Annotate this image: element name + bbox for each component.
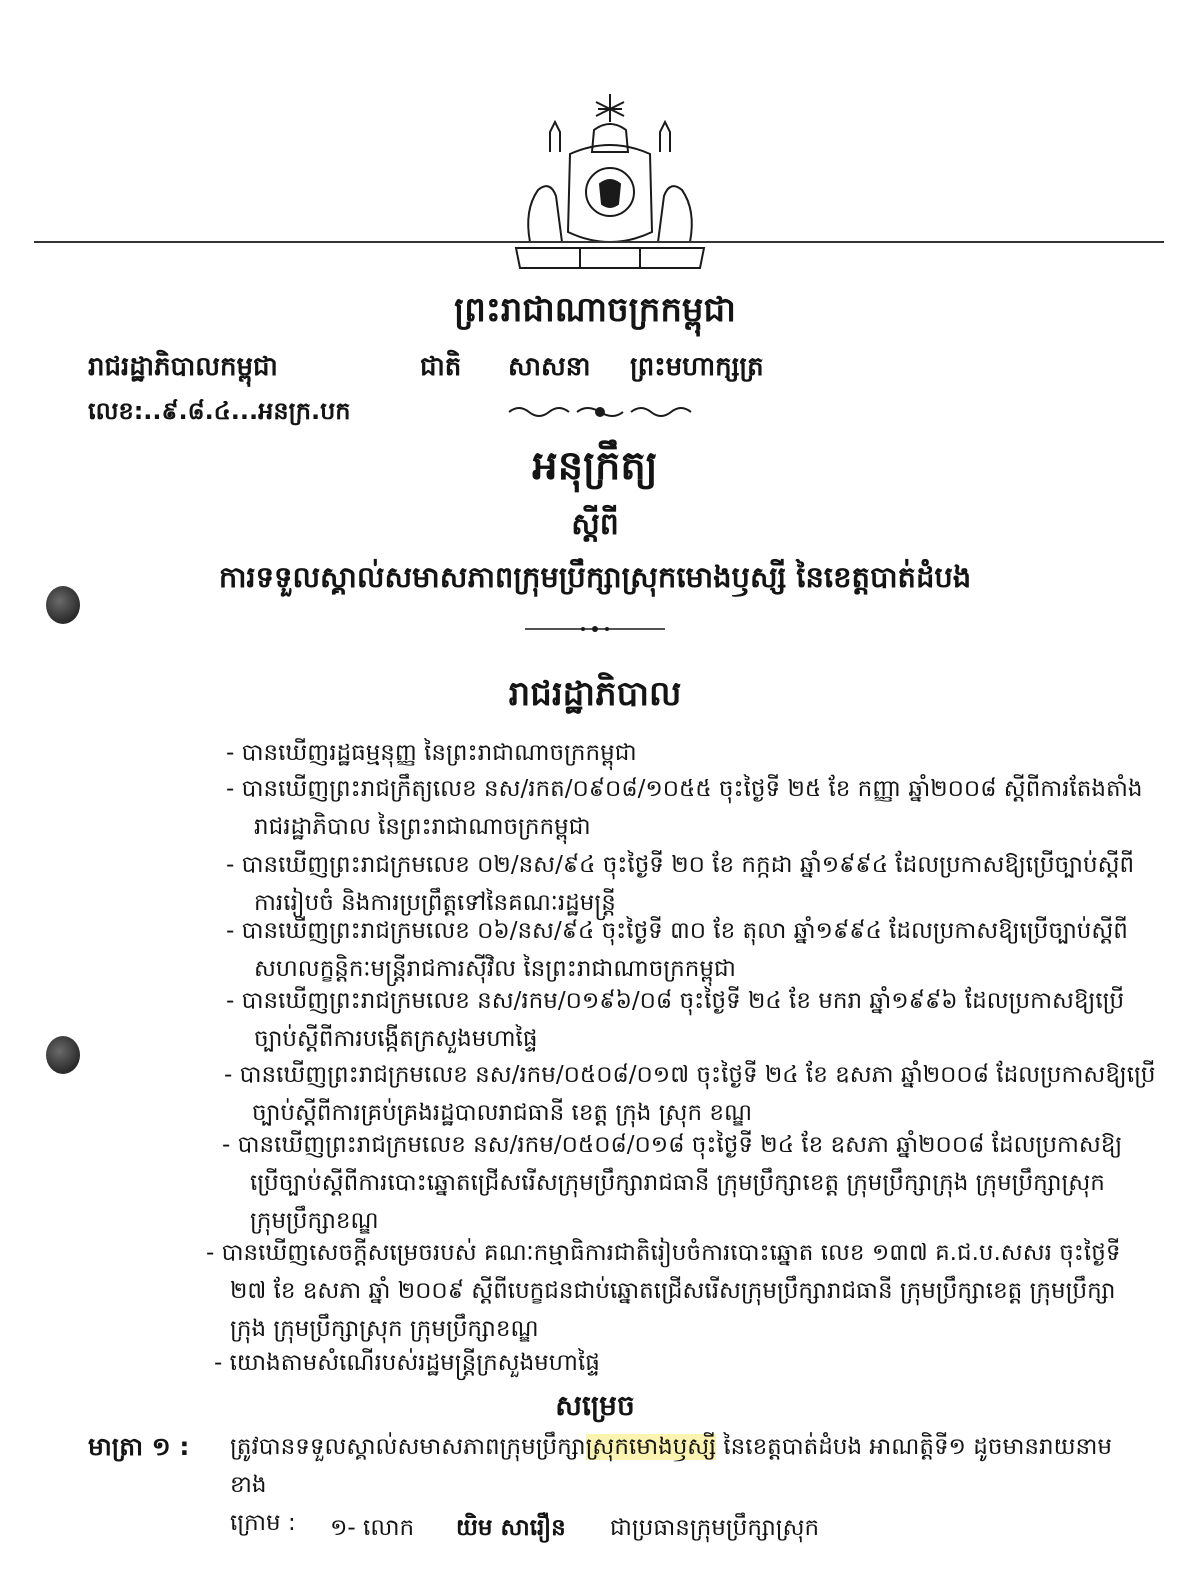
decree-subject: ការទទួលស្គាល់សមាសភាពក្រុមប្រឹក្សាស្រុកមោងឫស្សី នៃខេត្តបាត់ដំបង: [218, 560, 972, 594]
kingdom-heading: ព្រះរាជាណាចក្រកម្ពុជា: [454, 290, 736, 330]
preamble-line: - បានឃើញព្រះរាជក្រមលេខ នស/រកម/០១៩៦/០៨ ចុះថ្ងៃទី ២៤ ខែ មករា ឆ្នាំ១៩៩៦ ដែលប្រកាសឱ្យប្រើ: [226, 988, 1125, 1014]
preamble-item-nec-decision: [206, 1234, 1120, 1348]
member-name: យិម សារឿន: [456, 1515, 566, 1541]
issuer-label: រាជរដ្ឋាភិបាលកម្ពុជា: [88, 352, 278, 382]
motto-king: ព្រះមហាក្សត្រ: [630, 352, 764, 382]
ornament-divider: [505, 400, 695, 422]
preamble-line: - បានឃើញរដ្ឋធម្មនុញ្ញ នៃព្រះរាជាណាចក្រកម្ពុជា: [226, 740, 637, 766]
punch-hole-bottom: [46, 1036, 80, 1074]
preamble-line: - យោងតាមសំណើរបស់រដ្ឋមន្ត្រីក្រសួងមហាផ្ទៃ: [214, 1350, 600, 1376]
preamble-item-constitution: [226, 734, 637, 772]
preamble-line: - បានឃើញព្រះរាជក្រមលេខ នស/រកម/០៥០៨/០១៨ ចុះថ្ងៃទី ២៤ ខែ ឧសភា ឆ្នាំ២០០៨ ដែលប្រកាសឱ្យ: [222, 1132, 1123, 1158]
preamble-line: ច្បាប់ស្តីពីការគ្រប់គ្រងរដ្ឋបាលរាជធានី ខេត្ត ក្រុង ស្រុក ខណ្ឌ: [252, 1100, 753, 1126]
motto-religion: សាសនា: [508, 352, 591, 382]
header-rule: [34, 241, 1164, 243]
preamble-line: - បានឃើញព្រះរាជក្រឹត្យលេខ នស/រកត/០៩០៨/១០៥៥ ចុះថ្ងៃទី ២៥ ខែ កញ្ញា ឆ្នាំ២០០៨ ស្តីពីការតែងតាំង: [226, 776, 1143, 802]
preamble-item-royal-decree: [226, 770, 1143, 846]
preamble-line: សហលក្ខន្តិកៈមន្ត្រីរាជការស៊ីវិល នៃព្រះរាជាណាចក្រកម្ពុជា: [254, 956, 736, 982]
motto-nation: ជាតិ: [420, 352, 462, 382]
authority-heading: រាជរដ្ឋាភិបាល: [508, 674, 682, 714]
article-1-label: មាត្រា ១ :: [88, 1432, 190, 1461]
article-text-line2: ក្រោម :: [230, 1510, 296, 1536]
preamble-line: ប្រើច្បាប់ស្តីពីការបោះឆ្នោតជ្រើសរើសក្រុមប្រឹក្សារាជធានី ក្រុមប្រឹក្សាខេត្ត ក្រុមប្រឹក្សាក្រុង ក្រុមប្រឹក្សាស្រុក: [250, 1170, 1105, 1196]
concerning-label: ស្តីពី: [571, 507, 619, 542]
preamble-line: - បានឃើញព្រះរាជក្រមលេខ ០២/នស/៩៤ ចុះថ្ងៃទី ២០ ខែ កក្កដា ឆ្នាំ១៩៩៤ ដែលប្រកាសឱ្យប្រើច្បាប់ស្តីពី: [226, 852, 1135, 878]
preamble-line: - បានឃើញព្រះរាជក្រមលេខ នស/រកម/០៥០៨/០១៧ ចុះថ្ងៃទី ២៤ ខែ ឧសភា ឆ្នាំ២០០៨ ដែលប្រកាសឱ្យប្រើ: [224, 1062, 1156, 1088]
document-type-title: អនុក្រឹត្យ: [532, 443, 658, 489]
preamble-line: ក្រុង ក្រុមប្រឹក្សាស្រុក ក្រុមប្រឹក្សាខណ្ឌ: [230, 1316, 539, 1342]
highlighted-district-name: ស្រុកមោងឫស្សី: [585, 1434, 717, 1460]
preamble-line: ២៧ ខែ ឧសភា ឆ្នាំ ២០០៩ ស្តីពីបេក្ខជនជាប់ឆ្នោតជ្រើសរើសក្រុមប្រឹក្សារាជធានី ក្រុមប្រឹក្សាខេត្ត ក្រុមប្រឹក្សា: [230, 1278, 1116, 1304]
member-role: ជាប្រធានក្រុមប្រឹក្សាស្រុក: [610, 1515, 820, 1541]
preamble-item-kram-02: [226, 846, 1134, 922]
preamble-line: រាជរដ្ឋាភិបាល នៃព្រះរាជាណាចក្រកម្ពុជា: [254, 814, 591, 840]
preamble-item-kram-018: [222, 1126, 1122, 1240]
article-text-start: ត្រូវបានទទួលស្គាល់សមាសភាពក្រុមប្រឹក្សា: [230, 1434, 586, 1460]
article-text-end: នៃខេត្តបាត់ដំបង អាណត្តិទី១ ដូចមានរាយនាមខាង: [230, 1434, 1112, 1498]
preamble-line: ច្បាប់ស្តីពីការបង្កើតក្រសួងមហាផ្ទៃ: [254, 1026, 538, 1052]
preamble-line: ក្រុមប្រឹក្សាខណ្ឌ: [250, 1208, 379, 1234]
preamble-line: - បានឃើញសេចក្តីសម្រេចរបស់ គណៈកម្មាធិការជាតិរៀបចំការបោះឆ្នោត លេខ ១៣៧ គ.ជ.ប.សសរ ចុះថ្ងៃទី: [206, 1240, 1121, 1266]
preamble-item-kram-0196: [226, 982, 1124, 1058]
small-ornament-divider: [525, 624, 665, 634]
preamble-item-proposal: [214, 1344, 600, 1382]
royal-coat-of-arms-emblem: [510, 92, 710, 274]
reference-number: លេខ:..៩.៨.៤...អនក្រ.បក: [88, 397, 351, 425]
preamble-line: - បានឃើញព្រះរាជក្រមលេខ ០៦/នស/៩៤ ចុះថ្ងៃទី ៣០ ខែ តុលា ឆ្នាំ១៩៩៤ ដែលប្រកាសឱ្យប្រើច្បាប់ស្តីពី: [226, 918, 1128, 944]
preamble-line: ការរៀបចំ និងការប្រព្រឹត្តទៅនៃគណៈរដ្ឋមន្ត្រី: [254, 890, 616, 916]
preamble-item-kram-017: [224, 1056, 1156, 1132]
member-number-title: ១- លោក: [330, 1515, 415, 1541]
preamble-item-kram-06: [226, 912, 1128, 988]
decision-heading: សម្រេច: [555, 1389, 635, 1422]
